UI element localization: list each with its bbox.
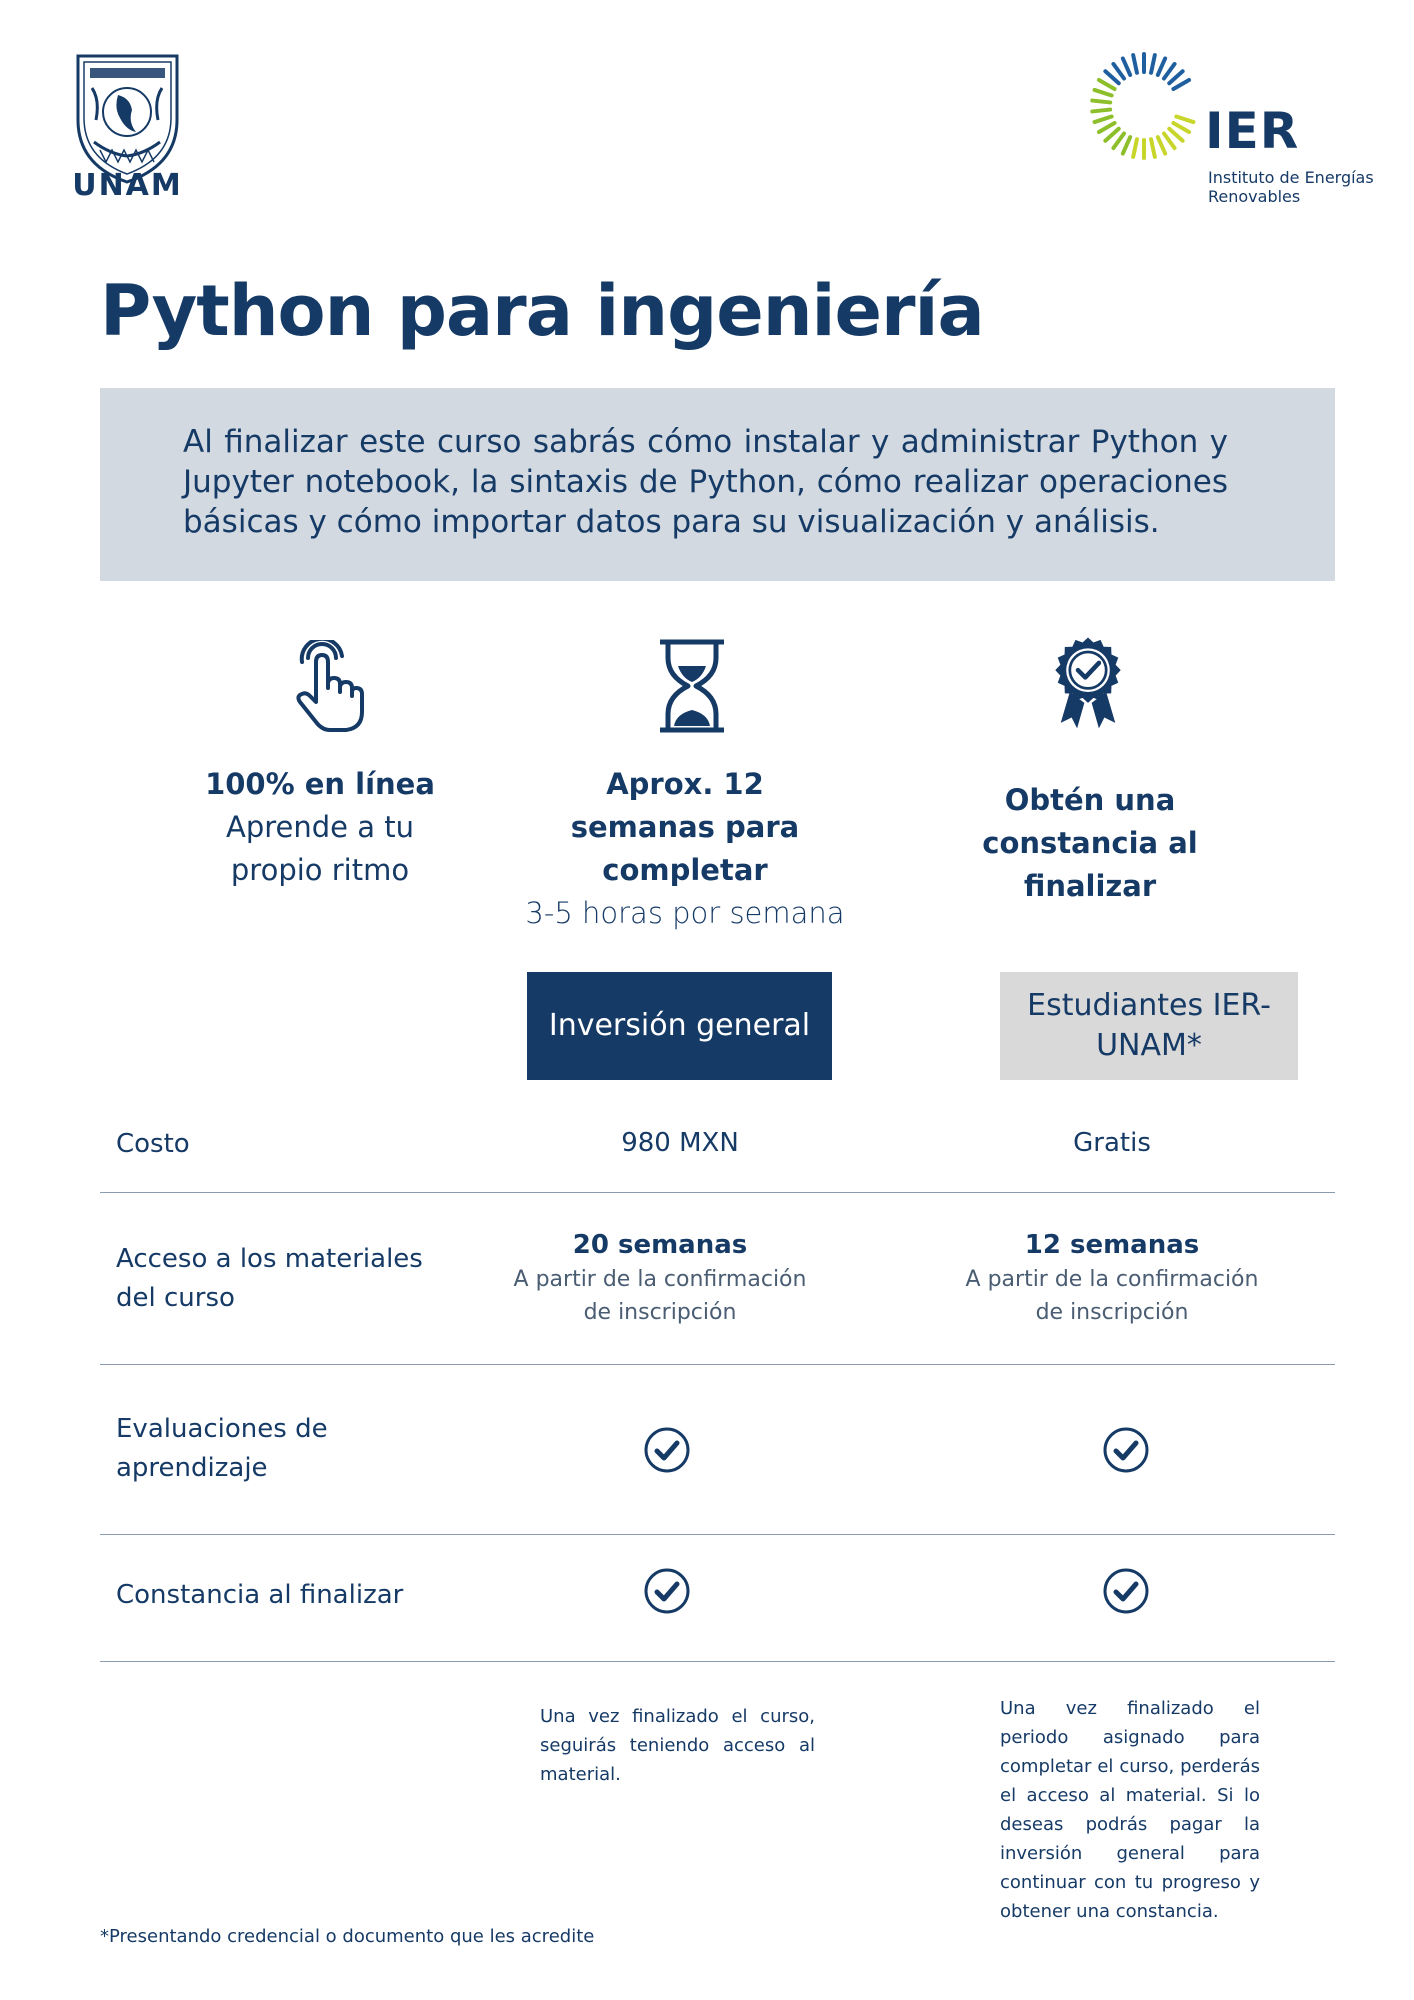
sun-ray <box>1113 134 1124 149</box>
row-label-certificate: Constancia al finalizar <box>116 1580 404 1610</box>
sun-ray <box>1105 71 1118 83</box>
sun-ray <box>1169 129 1182 141</box>
check-circle-icon <box>643 1426 691 1474</box>
sun-ray <box>1133 55 1137 73</box>
sun-ray <box>1092 101 1110 103</box>
intro-text: Al finalizar este curso sabrás cómo instalar y administrar Python y Jupyter notebook, la sintaxis de Python, cómo realizar operaciones básicas y cómo importar datos para su visualización y análisis. <box>183 424 1228 540</box>
hourglass-icon <box>652 636 732 736</box>
feature-online-title: 100% en línea <box>205 767 435 801</box>
sun-ray <box>1095 117 1112 123</box>
footnote: *Presentando credencial o documento que les acredite <box>100 1926 595 1947</box>
sun-ray <box>1099 80 1115 89</box>
header-general <box>527 972 832 1080</box>
sun-ray <box>1105 129 1118 141</box>
access-general <box>480 1227 840 1329</box>
access-students <box>932 1227 1292 1329</box>
sun-ray <box>1164 64 1175 79</box>
row-divider <box>100 1192 1335 1193</box>
feature-duration <box>505 763 865 935</box>
header-general-label: Inversión general <box>548 1008 811 1043</box>
check-circle-icon <box>1102 1426 1150 1474</box>
check-circle-icon <box>643 1567 691 1615</box>
sun-burst-icon <box>1088 50 1200 162</box>
feature-duration-text: 3-5 horas por semana <box>525 896 845 930</box>
access-students-value: 12 semanas <box>1024 1230 1200 1260</box>
note-general: Una vez finalizado el curso, seguirás teniendo acceso al material. <box>540 1706 815 1785</box>
sun-ray <box>1169 71 1182 83</box>
page-title: Python para ingeniería <box>100 270 984 352</box>
row-divider <box>100 1661 1335 1662</box>
check-circle-icon <box>1102 1567 1150 1615</box>
sun-ray <box>1151 55 1155 73</box>
feature-online-text: Aprende a tu propio ritmo <box>226 810 414 887</box>
row-divider <box>100 1534 1335 1535</box>
sun-ray <box>1158 58 1165 74</box>
sun-ray <box>1095 90 1112 96</box>
touch-hand-icon <box>288 640 368 740</box>
award-badge-icon <box>1048 632 1128 732</box>
sun-ray <box>1176 117 1193 123</box>
access-general-note: A partir de la confirmación de inscripción <box>513 1267 807 1325</box>
cost-students-value: Gratis <box>1073 1128 1151 1158</box>
cost-general-value: 980 MXN <box>621 1128 739 1158</box>
ier-subtitle: Instituto de Energías Renovables <box>1208 168 1374 206</box>
access-general-value: 20 semanas <box>572 1230 748 1260</box>
feature-certificate <box>910 779 1270 908</box>
sun-ray <box>1133 139 1137 157</box>
sun-ray <box>1173 123 1189 132</box>
ier-acronym: IER <box>1205 102 1300 160</box>
unam-wordmark: UNAM <box>72 168 183 203</box>
sun-ray <box>1113 64 1124 79</box>
feature-certificate-title: Obtén una constancia al finalizar <box>982 783 1198 903</box>
feature-online <box>140 763 500 892</box>
sun-ray <box>1158 137 1165 153</box>
row-divider <box>100 1364 1335 1365</box>
header-students-label: Estudiantes IER-UNAM* <box>1027 988 1271 1063</box>
feature-duration-title: Aprox. 12 semanas para completar <box>570 767 800 887</box>
sun-ray <box>1092 110 1110 112</box>
sun-ray <box>1099 123 1115 132</box>
note-students: Una vez finalizado el periodo asignado para completar el curso, perderás el acceso al material. Si lo deseas podrás pagar la inversión general para continuar con tu progreso y obtener una constancia. <box>1000 1698 1260 1922</box>
access-students-note: A partir de la confirmación de inscripción <box>965 1267 1259 1325</box>
sun-ray <box>1123 58 1130 74</box>
cost-general <box>500 1125 860 1161</box>
header-students <box>1000 972 1298 1080</box>
sun-ray <box>1151 139 1155 157</box>
row-label-evaluations: Evaluaciones de aprendizaje <box>116 1414 328 1483</box>
sun-ray <box>1164 134 1175 149</box>
sun-ray <box>1173 80 1189 89</box>
cost-students <box>932 1125 1292 1161</box>
row-label-access: Acceso a los materiales del curso <box>116 1244 423 1313</box>
sun-ray <box>1123 137 1130 153</box>
row-label-cost: Costo <box>116 1129 190 1159</box>
